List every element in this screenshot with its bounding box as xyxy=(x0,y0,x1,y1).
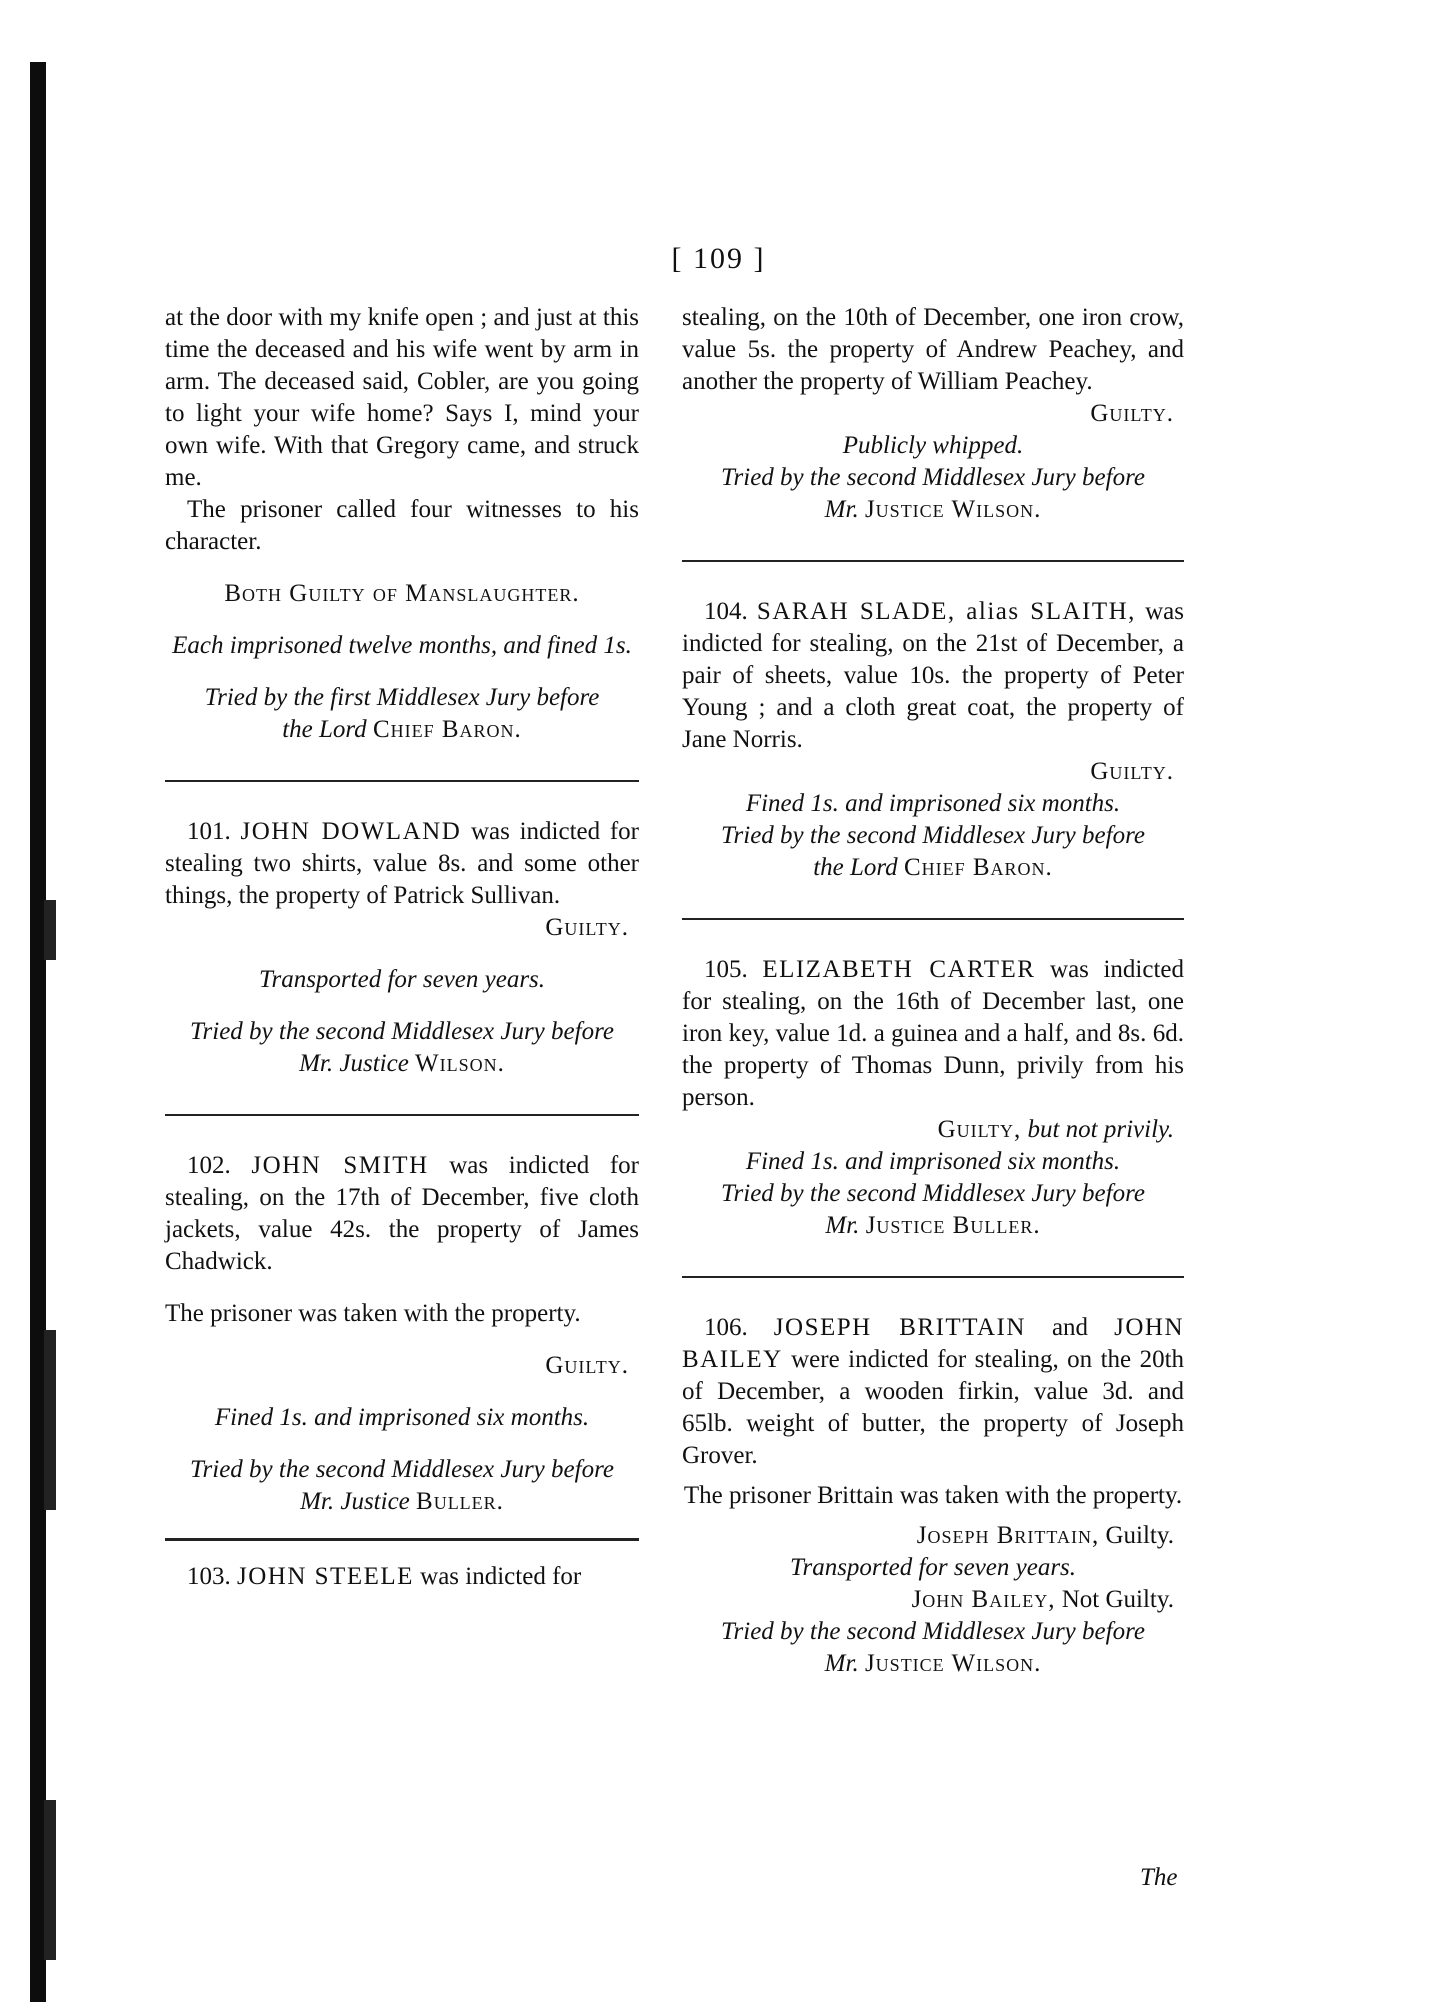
trial-note: Tried by the second Middlesex Jury before xyxy=(190,1018,614,1045)
witness-note: The prisoner called four witnesses to his character. xyxy=(165,496,639,555)
case-105: 105. ELIZABETH CARTER was indicted for stealing, on the 16th of December last, one iron key, value 1d. a guinea and a half, and 8s. 6d. the property of Thomas Dunn, privily from his person. xyxy=(682,956,1184,1111)
trial-note: Tried by the second Middlesex Jury before xyxy=(721,464,1145,491)
case-note: The prisoner was taken with the property. xyxy=(165,1300,581,1327)
trial-note: Tried by the second Middlesex Jury before xyxy=(721,1618,1145,1645)
verdict: John Bailey, Not Guilty. xyxy=(911,1586,1174,1613)
sentence: Transported for seven years. xyxy=(258,966,546,993)
trial-judge: Mr. Justice Wilson. xyxy=(824,1650,1042,1677)
trial-note: Tried by the second Middlesex Jury before xyxy=(721,822,1145,849)
defendant-name: JOHN BAILEY xyxy=(682,1314,1185,1373)
defendant-name: JOSEPH BRITTAIN xyxy=(773,1314,1026,1341)
trial-judge: Mr. Justice Wilson. xyxy=(824,496,1042,523)
verdict: Guilty. xyxy=(1090,400,1174,427)
verdict: Both Guilty of Manslaughter. xyxy=(224,580,580,607)
case-103-start: 103. JOHN STEELE was indicted for xyxy=(187,1563,582,1590)
defendant-name: ELIZABETH CARTER xyxy=(762,956,1036,983)
continued-testimony: at the door with my knife open ; and just at this time the deceased and his wife went by arm in arm. The deceased said, Cobler, are you going to light your wife home? Says I, mind your own wife. With that Gregory came, and struck me. xyxy=(165,304,639,491)
defendant-name: JOHN SMITH xyxy=(251,1152,429,1179)
binding-edge xyxy=(30,62,46,2002)
sentence: Fined 1s. and imprisoned six months. xyxy=(214,1404,590,1431)
verdict: Joseph Brittain, Guilty. xyxy=(916,1522,1174,1549)
binding-shadow xyxy=(44,900,56,960)
trial-judge: the Lord Chief Baron. xyxy=(813,854,1053,881)
binding-shadow xyxy=(44,1330,56,1510)
defendant-name: SARAH SLADE, alias SLAITH, xyxy=(756,598,1136,625)
trial-judge: the Lord Chief Baron. xyxy=(282,716,522,743)
trial-judge: Mr. Justice Buller. xyxy=(825,1212,1041,1239)
trial-note: Tried by the first Middlesex Jury before xyxy=(204,684,600,711)
case-102: 102. JOHN SMITH was indicted for stealing, on the 17th of December, five cloth jackets, value 42s. the property of James Chadwick. xyxy=(165,1152,640,1275)
right-column xyxy=(682,302,1184,1680)
defendant-name: JOHN DOWLAND xyxy=(240,818,462,845)
trial-note: Tried by the second Middlesex Jury before xyxy=(190,1456,614,1483)
case-104: 104. SARAH SLADE, alias SLAITH, was indicted for stealing, on the 21st of December, a pair of sheets, value 10s. the property of Peter Young ; and a cloth great coat, the property of Jane Norris. xyxy=(682,598,1184,753)
trial-judge: Mr. Justice Wilson. xyxy=(299,1050,505,1077)
sentence: Publicly whipped. xyxy=(842,432,1024,459)
sentence: Fined 1s. and imprisoned six months. xyxy=(745,1148,1121,1175)
case-106: 106. JOSEPH BRITTAIN and JOHN BAILEY were indicted for stealing, on the 20th of December, a wooden firkin, value 3d. and 65lb. weight of butter, the property of Joseph Grover. xyxy=(682,1314,1185,1469)
sentence: Transported for seven years. xyxy=(789,1554,1077,1581)
verdict: Guilty. xyxy=(545,914,629,941)
case-101: 101. JOHN DOWLAND was indicted for stealing two shirts, value 8s. and some other things, the property of Patrick Sullivan. xyxy=(165,818,640,909)
sentence: Fined 1s. and imprisoned six months. xyxy=(745,790,1121,817)
sentence: Each imprisoned twelve months, and fined 1s. xyxy=(172,632,632,659)
binding-shadow xyxy=(44,1800,56,1960)
verdict: Guilty, but not privily. xyxy=(937,1116,1174,1143)
trial-note: Tried by the second Middlesex Jury before xyxy=(721,1180,1145,1207)
catchword: The xyxy=(1140,1864,1178,1891)
verdict: Guilty. xyxy=(1090,758,1174,785)
left-column xyxy=(165,302,639,1593)
defendant-name: JOHN STEELE xyxy=(237,1563,414,1590)
verdict: Guilty. xyxy=(545,1352,629,1379)
case-103-continued: stealing, on the 10th of December, one iron crow, value 5s. the property of Andrew Peachey, and another the property of William Peachey. xyxy=(682,304,1184,395)
trial-judge: Mr. Justice Buller. xyxy=(300,1488,504,1515)
case-note: The prisoner Brittain was taken with the property. xyxy=(683,1482,1183,1509)
page-number: [ 109 ] xyxy=(671,242,766,275)
